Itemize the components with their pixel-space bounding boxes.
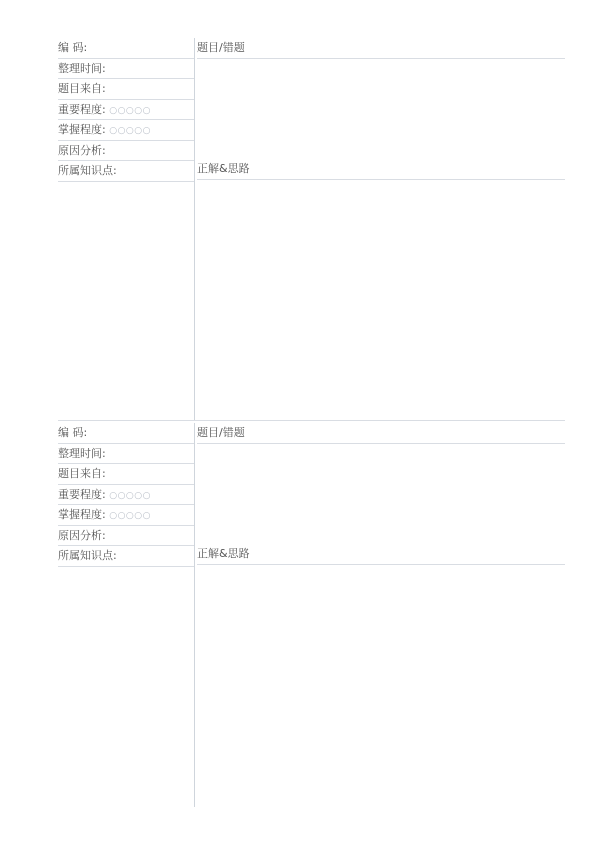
- field-reason[interactable]: [58, 141, 194, 162]
- field-label: 题目来自:: [58, 467, 106, 480]
- field-label: 重要程度:: [58, 487, 106, 501]
- field-label: 掌握程度:: [58, 123, 106, 136]
- field-label: 题目来自:: [58, 82, 106, 95]
- column-divider: [194, 38, 195, 420]
- field-list: [58, 38, 194, 182]
- field-mastery[interactable]: [58, 120, 194, 141]
- field-label: 重要程度:: [58, 102, 106, 116]
- field-list: [58, 423, 194, 567]
- mistake-record-block-2: [58, 423, 565, 807]
- field-label: 所属知识点:: [58, 164, 117, 177]
- field-label: 编 码:: [58, 41, 88, 54]
- field-reason[interactable]: [58, 526, 194, 547]
- field-code[interactable]: [58, 38, 194, 59]
- importance-rating[interactable]: ○○○○○: [109, 105, 151, 116]
- field-importance[interactable]: [58, 485, 194, 506]
- block-separator: [58, 420, 565, 421]
- column-divider: [194, 423, 195, 807]
- field-date[interactable]: [58, 59, 194, 80]
- field-knowledge-point[interactable]: [58, 161, 194, 182]
- answer-header: 正解&思路: [197, 544, 565, 565]
- mastery-rating[interactable]: ○○○○○: [109, 126, 151, 136]
- field-label: 掌握程度:: [58, 508, 106, 521]
- field-code[interactable]: [58, 423, 194, 444]
- mistake-record-block-1: [58, 38, 565, 420]
- field-label: 整理时间:: [58, 61, 106, 75]
- field-knowledge-point[interactable]: [58, 546, 194, 567]
- field-label: 原因分析:: [58, 528, 106, 542]
- field-mastery[interactable]: [58, 505, 194, 526]
- question-header: 题目/错题: [197, 38, 565, 59]
- field-source[interactable]: [58, 79, 194, 100]
- field-label: 编 码:: [58, 426, 88, 439]
- field-label: 整理时间:: [58, 446, 106, 460]
- field-source[interactable]: [58, 464, 194, 485]
- mastery-rating[interactable]: ○○○○○: [109, 511, 151, 521]
- field-label: 所属知识点:: [58, 549, 117, 562]
- question-header: 题目/错题: [197, 423, 565, 444]
- importance-rating[interactable]: ○○○○○: [109, 490, 151, 501]
- field-date[interactable]: [58, 444, 194, 465]
- field-label: 原因分析:: [58, 143, 106, 157]
- answer-header: 正解&思路: [197, 159, 565, 180]
- field-importance[interactable]: [58, 100, 194, 121]
